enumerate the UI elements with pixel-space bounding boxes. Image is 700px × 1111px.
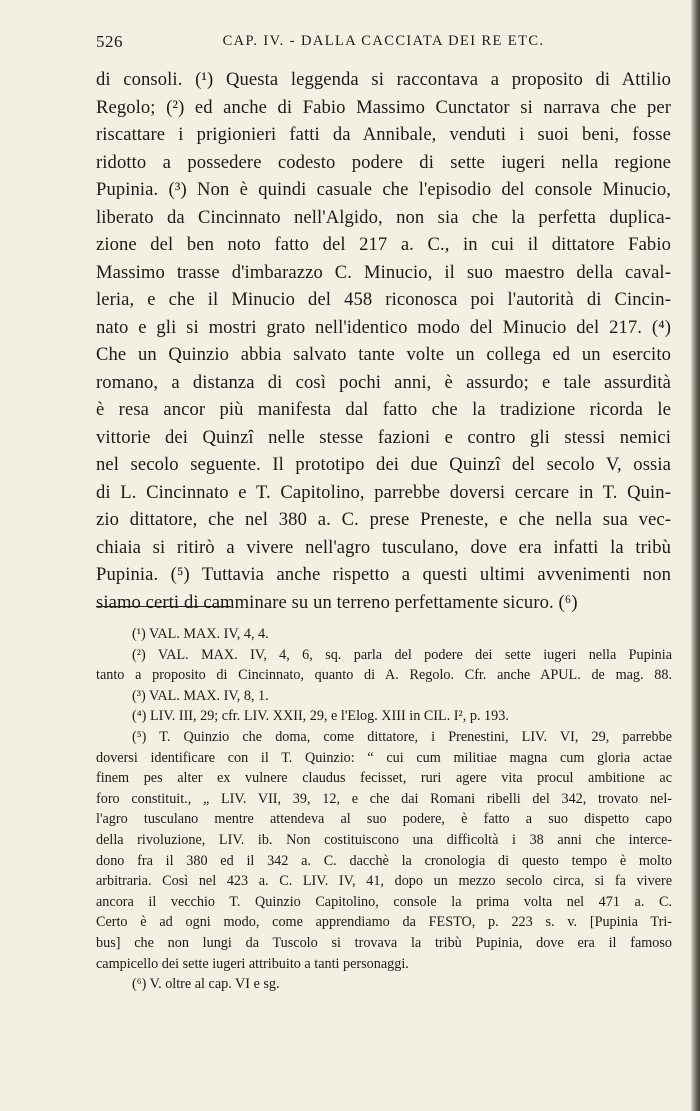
text-line: vittorie dei Quinzî nelle stesse fazioni e contro gli stessi nemici (96, 426, 671, 448)
footnote-line: foro constituit., „ LIV. VII, 39, 12, e che dai Romani ribelli del 342, trovato nel- (96, 790, 672, 807)
text-line: liberato da Cincinnato nell'Algido, non sia che la perfetta duplica- (96, 206, 671, 228)
text-line: leria, e che il Minucio del 458 riconosca poi l'autorità di Cincin- (96, 289, 671, 310)
footnote-line: (³) VAL. MAX. IV, 8, 1. (132, 687, 269, 704)
text-line: Pupinia. (³) Non è quindi casuale che l'episodio del console Minucio, (96, 179, 671, 200)
running-head: CAP. IV. - DALLA CACCIATA DEI RE ETC. (222, 33, 545, 49)
text-line: zione del ben noto fatto del 217 a. C., in cui il dittatore Fabio (96, 234, 671, 255)
footnote-line: (⁵) T. Quinzio che doma, come dittatore, i Prenestini, LIV. VI, 29, parrebbe (132, 728, 672, 745)
text-line: Che un Quinzio abbia salvato tante volte un collega ed un esercito (96, 344, 671, 365)
footnote-line: finem pes alter ex vulnere claudus fecisset, ruri agere vita procul ambitione ac (96, 770, 672, 787)
footnote-separator (96, 606, 231, 607)
main-text (96, 66, 671, 616)
footnote-line: campicello dei sette iugeri attribuito a tanti personaggi. (96, 955, 409, 972)
page-header (96, 32, 671, 54)
text-line: ridotto a possedere codesto podere di sette iugeri nella regione (96, 151, 671, 173)
text-line: siamo certi di camminare su un terreno perfettamente sicuro. (⁶) (96, 591, 578, 613)
footnote-line: tanto a proposito di Cincinnato, quanto di A. Regolo. Cfr. anche APUL. de mag. 88. (96, 667, 672, 684)
footnote-line: l'agro tusculano mentre attendeva al suo podere, è fatto a suo dispetto capo (96, 811, 672, 828)
text-line: Pupinia. (⁵) Tuttavia anche rispetto a questi ultimi avvenimenti non (96, 564, 671, 585)
page-edge-shadow (691, 0, 700, 1111)
text-line: nel secolo seguente. Il prototipo dei due Quinzî del secolo V, ossia (96, 454, 671, 475)
text-line: Regolo; (²) ed anche di Fabio Massimo Cunctator si narrava che per (96, 96, 671, 118)
text-line: nato e gli si mostri grato nell'identico modo del Minucio del 217. (⁴) (96, 316, 671, 338)
footnote-line: Certo è ad ogni modo, come apprendiamo da FESTO, p. 223 s. v. [Pupinia Tri- (96, 914, 672, 931)
footnote-line: ancora il vecchio T. Quinzio Capitolino, console la prima volta nel 471 a. C. (96, 893, 672, 910)
footnote-line: doversi identificare con il T. Quinzio: “ cui cum militiae magna cum gloria actae (96, 749, 672, 766)
text-line: di L. Cincinnato e T. Capitolino, parrebbe doversi cercare in T. Quin- (96, 481, 671, 503)
footnote-line: dono fra il 380 ed il 342 a. C. dacchè la cronologia di questo tempo è molto (96, 852, 672, 869)
text-line: Massimo trasse d'imbarazzo C. Minucio, il suo maestro della caval- (96, 261, 671, 283)
text-line: è resa ancor più manifesta dal fatto che la tradizione ricorda le (96, 399, 671, 420)
page-number: 526 (96, 32, 123, 51)
text-line: romano, a distanza di così pochi anni, è assurdo; e tale assurdità (96, 371, 671, 393)
footnote-line: (⁴) LIV. III, 29; cfr. LIV. XXII, 29, e l'Elog. XIII in CIL. I², p. 193. (132, 708, 509, 725)
footnote-line: della rivoluzione, LIV. ib. Non costituiscono una difficoltà i 38 anni che interce- (96, 831, 672, 848)
footnote-line: (¹) VAL. MAX. IV, 4, 4. (132, 626, 269, 642)
footnote-line: (²) VAL. MAX. IV, 4, 6, sq. parla del podere dei sette iugeri nella Pupinia (132, 646, 672, 663)
footnote-line: (⁶) V. oltre al cap. VI e sg. (132, 976, 280, 993)
text-line: chiaia si ritirò a vivere nell'agro tusculano, dove era infatti la tribù (96, 536, 671, 558)
footnotes (96, 624, 672, 995)
text-line: riscattare i prigionieri fatti da Annibale, venduti i suoi beni, fosse (96, 124, 671, 145)
footnote-line: arbitraria. Così nel 423 a. C. LIV. IV, 41, dopo un mezzo secolo circa, si fa vivere (96, 873, 672, 890)
text-line: zio dittatore, che nel 380 a. C. prese Preneste, e che nella sua vec- (96, 509, 671, 530)
footnote-line: bus] che non lungi da Tuscolo si trovava la tribù Pupinia, dove era il famoso (96, 934, 672, 951)
text-line: di consoli. (¹) Questa leggenda si raccontava a proposito di Attilio (96, 69, 671, 90)
